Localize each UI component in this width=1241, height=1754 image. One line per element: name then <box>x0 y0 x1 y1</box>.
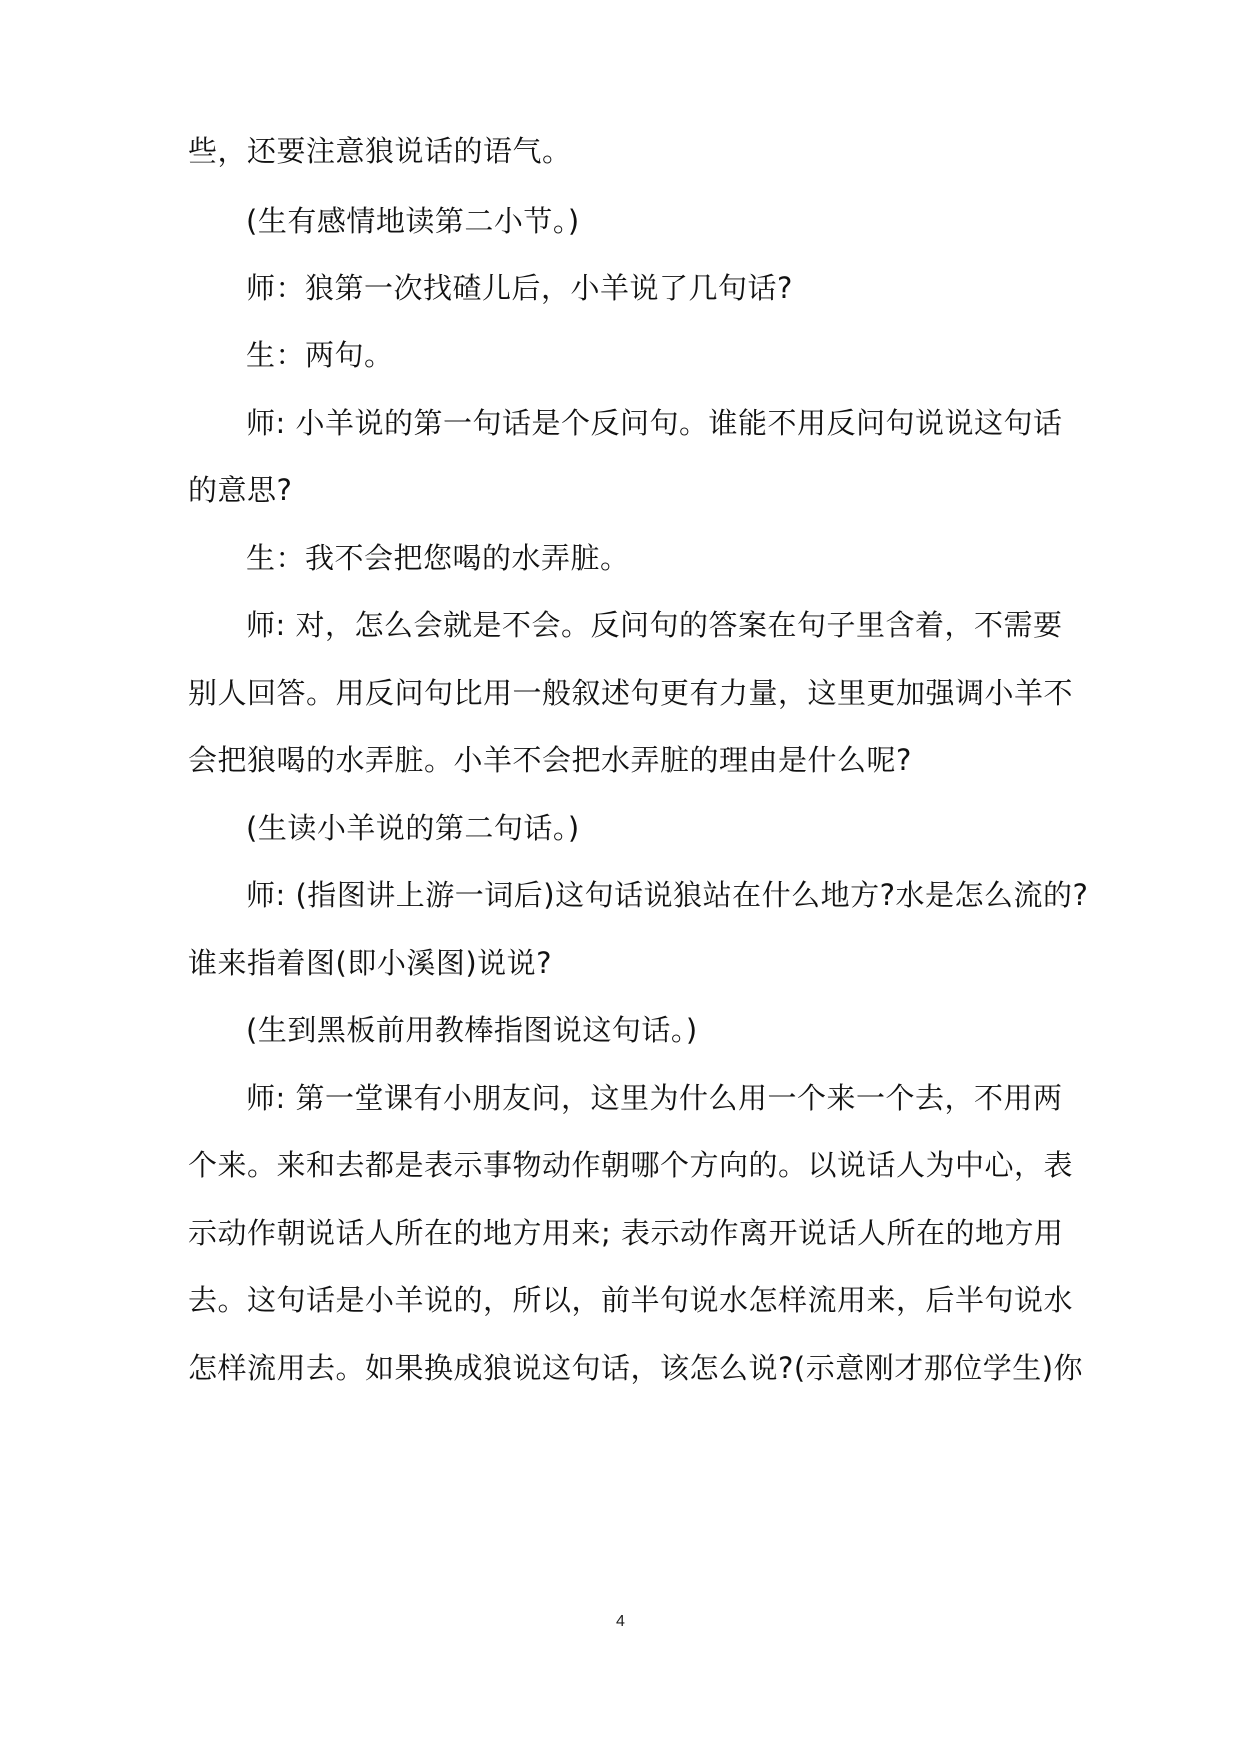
text-line: 师: 小羊说的第一句话是个反问句。谁能不用反问句说说这句话 <box>246 406 1063 440</box>
text-line: 师: (指图讲上游一词后)这句话说狼站在什么地方?水是怎么流的? <box>246 878 1089 912</box>
text-line: 示动作朝说话人所在的地方用来; 表示动作离开说话人所在的地方用 <box>188 1216 1064 1250</box>
text-line: 生：两句。 <box>246 338 394 372</box>
text-line: 师：狼第一次找碴儿后，小羊说了几句话? <box>246 271 793 305</box>
text-line: 别人回答。用反问句比用一般叙述句更有力量，这里更加强调小羊不 <box>188 676 1074 710</box>
text-line: 些，还要注意狼说话的语气。 <box>188 134 572 168</box>
text-line: (生有感情地读第二小节。) <box>246 204 580 238</box>
text-line: (生到黑板前用教棒指图说这句话。) <box>246 1013 698 1047</box>
text-line: 谁来指着图(即小溪图)说说? <box>188 946 553 980</box>
text-line: 去。这句话是小羊说的，所以，前半句说水怎样流用来，后半句说水 <box>188 1283 1074 1317</box>
text-line: 生：我不会把您喝的水弄脏。 <box>246 541 630 575</box>
text-line: (生读小羊说的第二句话。) <box>246 811 580 845</box>
text-line: 师: 对，怎么会就是不会。反问句的答案在句子里含着，不需要 <box>246 608 1063 642</box>
text-line: 个来。来和去都是表示事物动作朝哪个方向的。以说话人为中心，表 <box>188 1148 1074 1182</box>
page-number: 4 <box>616 1613 625 1630</box>
text-line: 师: 第一堂课有小朋友问，这里为什么用一个来一个去，不用两 <box>246 1081 1063 1115</box>
text-line: 会把狼喝的水弄脏。小羊不会把水弄脏的理由是什么呢? <box>188 743 912 777</box>
text-line: 的意思? <box>188 473 293 507</box>
text-line: 怎样流用去。如果换成狼说这句话，该怎么说?(示意刚才那位学生)你 <box>188 1351 1084 1385</box>
